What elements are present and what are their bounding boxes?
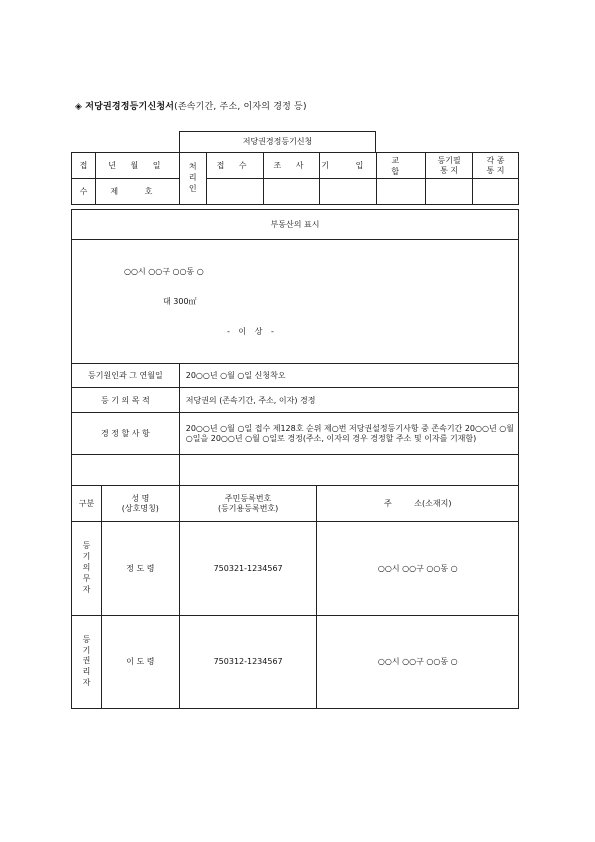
- header-address: 주 소(소재지): [317, 485, 519, 522]
- col-josa: 조 사: [263, 153, 320, 179]
- obligor-name: 정 도 령: [101, 522, 179, 615]
- receipt-header-box: [179, 131, 376, 153]
- header-gubun: 구분: [72, 485, 102, 522]
- property-address: ○○시 ○○구 ○○동 ○: [124, 267, 204, 277]
- cell-gakjong: [473, 179, 519, 205]
- cell-deunggipil: [426, 179, 473, 205]
- no-label: 제 호: [95, 179, 179, 205]
- property-heading: 부동산의 표시: [72, 210, 519, 240]
- property-end: - 이 상 -: [227, 327, 274, 337]
- obligee-role: 등 기 권 리 자: [72, 615, 102, 708]
- header-name: 성 명 (상호명칭): [101, 485, 179, 522]
- diamond-bullet-icon: ◈: [75, 102, 83, 112]
- correction-value: 20○○년 ○월 ○일 접수 제128호 순위 제○번 저당권설정등기사항 중 존속기간 20○○년 ○월 ○일을 20○○년 ○월 ○일로 경정(주소, 이자의 경우 경정할 주소 및 이자를 기재함): [179, 412, 518, 455]
- property-area: 대 300㎡: [163, 297, 197, 307]
- cheori-in-label: 처 리 인: [179, 153, 206, 205]
- obligee-name: 이 도 령: [101, 615, 179, 708]
- cause-value: 20○○년 ○월 ○일 신청착오: [179, 364, 518, 388]
- su-label: 수: [72, 179, 96, 205]
- col-giip: 기 입: [320, 153, 377, 179]
- receipt-table: [71, 152, 519, 205]
- receipt-header-label: 저당권경정등기신청: [242, 137, 313, 146]
- header-reg-no: 주민등록번호 (등기용등록번호): [179, 485, 317, 522]
- obligor-reg-no: 750321-1234567: [179, 522, 317, 615]
- title-main: 저당권경정등기신청서: [85, 102, 175, 112]
- main-form-table: [71, 209, 519, 709]
- obligor-address: ○○시 ○○구 ○○동 ○: [317, 522, 519, 615]
- col-jeopsu: 접 수: [206, 153, 263, 179]
- obligee-address: ○○시 ○○구 ○○동 ○: [317, 615, 519, 708]
- col-gakjong: 각 종 통 지: [473, 153, 519, 179]
- col-gyohap: 교 합: [377, 153, 426, 179]
- cell-giip: [320, 179, 377, 205]
- purpose-value: 저당권의 (존속기간, 주소, 이자) 경정: [179, 388, 518, 412]
- cell-josa: [263, 179, 320, 205]
- correction-label: 경 정 할 사 항: [72, 412, 180, 455]
- document-title: [75, 99, 307, 112]
- col-deunggipil: 등기필 통 지: [426, 153, 473, 179]
- property-description: [72, 240, 519, 364]
- empty-label: [72, 455, 180, 485]
- cell-jeopsu: [206, 179, 263, 205]
- empty-value: [179, 455, 518, 485]
- obligor-role: 등 기 의 무 자: [72, 522, 102, 615]
- cause-label: 등기원인과 그 연월일: [72, 364, 180, 388]
- purpose-label: 등 기 의 목 적: [72, 388, 180, 412]
- cell-gyohap: [377, 179, 426, 205]
- obligee-reg-no: 750312-1234567: [179, 615, 317, 708]
- date-label: 년 월 일: [95, 153, 179, 179]
- title-sub: (존속기간, 주소, 이자의 경정 등): [174, 102, 307, 112]
- jeop-label: 접: [72, 153, 96, 179]
